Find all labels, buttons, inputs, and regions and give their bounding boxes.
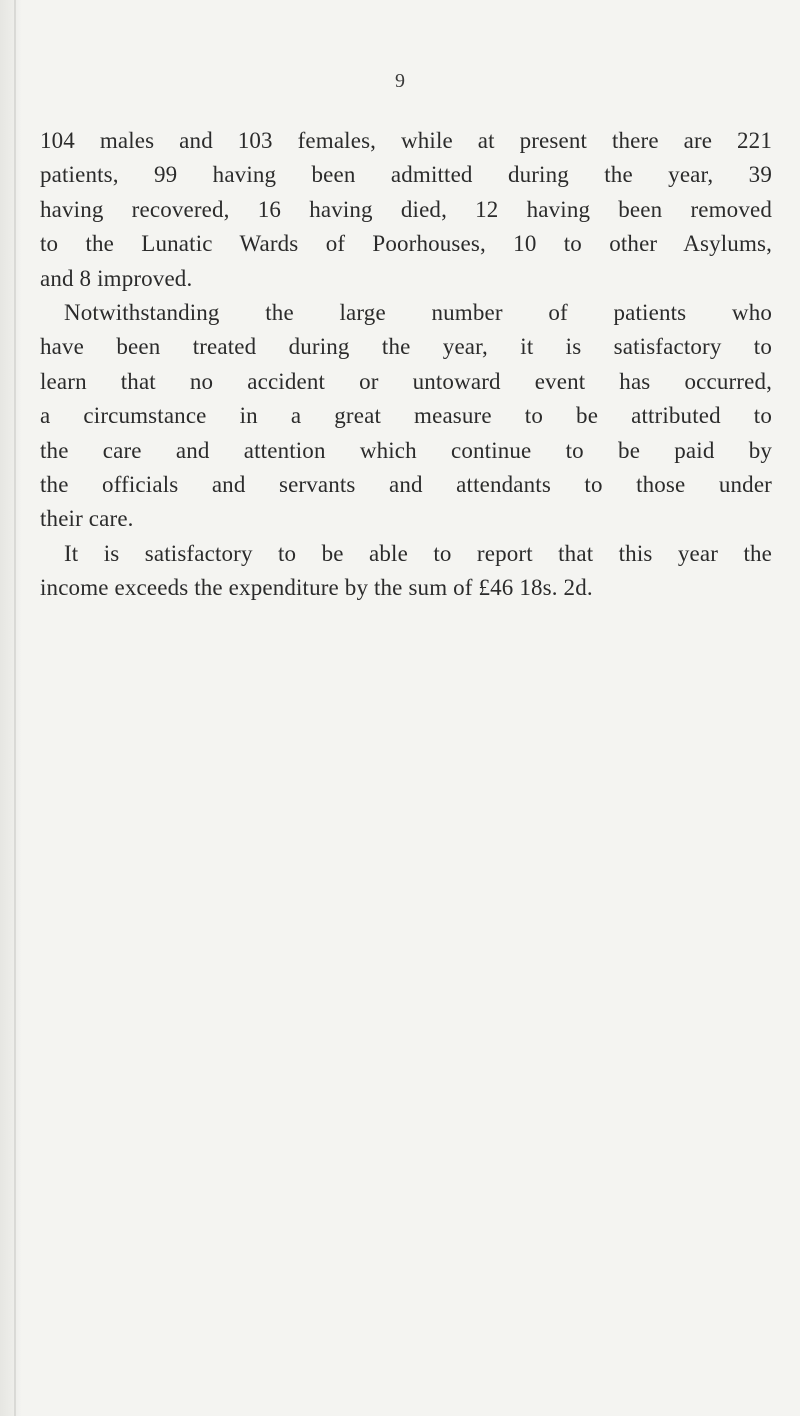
text-line: a circumstance in a great measure to be attributed to: [40, 403, 772, 429]
binding-gutter: [0, 0, 22, 1416]
text-line: income exceeds the expenditure by the sum of £46 18s. 2d.: [40, 575, 593, 601]
text-line: to the Lunatic Wards of Poorhouses, 10 to other Asylums,: [40, 231, 772, 257]
text-line: the care and attention which continue to be paid by: [40, 437, 772, 463]
body-text: [40, 124, 772, 606]
text-line: It is satisfactory to be able to report that this year the: [64, 540, 772, 566]
text-line: having recovered, 16 having died, 12 having been removed: [40, 196, 772, 222]
binding-edge: [14, 0, 16, 1416]
text-line: Notwithstanding the large number of patients who: [64, 300, 772, 326]
text-line: the officials and servants and attendants to those under: [40, 472, 772, 498]
text-line: patients, 99 having been admitted during the year, 39: [40, 162, 772, 188]
text-line: learn that no accident or untoward event has occurred,: [40, 368, 772, 394]
text-line: have been treated during the year, it is satisfactory to: [40, 334, 772, 360]
text-line: their care.: [40, 506, 134, 532]
text-line: 104 males and 103 females, while at present there are 221: [40, 128, 772, 153]
text-line: and 8 improved.: [40, 265, 193, 291]
page-number: 9: [395, 70, 405, 92]
